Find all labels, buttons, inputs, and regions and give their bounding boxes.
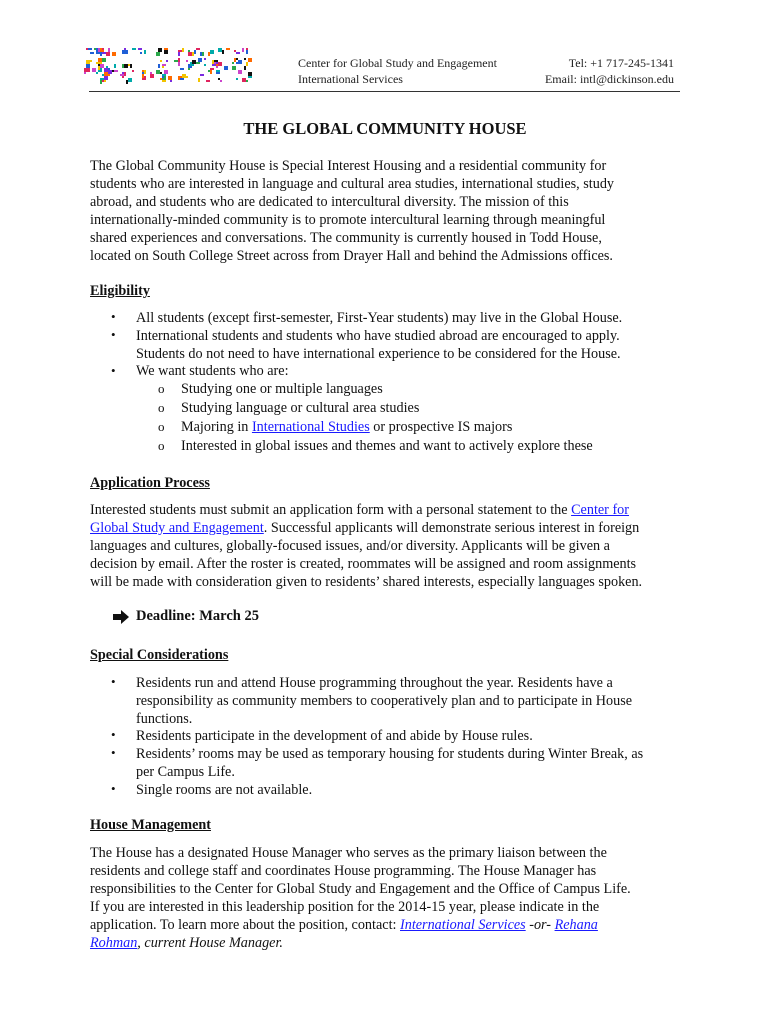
logo-pixel bbox=[234, 50, 236, 52]
logo-pixel bbox=[196, 48, 200, 50]
logo-pixel bbox=[162, 66, 164, 68]
circle-bullet-icon: o bbox=[158, 438, 165, 453]
logo-pixel bbox=[150, 74, 154, 78]
logo-pixel bbox=[150, 72, 152, 74]
logo-pixel bbox=[102, 48, 104, 50]
logo-pixel bbox=[186, 60, 188, 62]
intro-line: internationally-minded community is to promote intercultural learning through meaningful bbox=[90, 212, 606, 228]
logo-pixel bbox=[246, 52, 248, 54]
logo-pixel bbox=[106, 52, 110, 56]
logo-pixel bbox=[84, 68, 86, 72]
eligibility-subitem: Interested in global issues and themes and want to actively explore these bbox=[181, 438, 593, 454]
logo-pixel bbox=[178, 62, 180, 66]
logo-pixel bbox=[236, 52, 240, 54]
logo-pixel bbox=[244, 58, 246, 60]
logo-pixel bbox=[92, 68, 96, 72]
logo-pixel bbox=[160, 60, 162, 62]
logo-pixel bbox=[100, 80, 102, 84]
bullet-icon: • bbox=[111, 781, 116, 796]
bullet-icon: • bbox=[111, 363, 116, 378]
logo-pixel bbox=[96, 48, 98, 52]
deadline-text: Deadline: March 25 bbox=[136, 608, 259, 624]
header-email: Email: intl@dickinson.edu bbox=[544, 71, 674, 86]
logo-pixel bbox=[132, 70, 134, 72]
application-text: . Successful applicants will demonstrate serious interest in foreign bbox=[263, 520, 640, 536]
intro-paragraph bbox=[90, 157, 690, 265]
logo-pixel bbox=[246, 50, 248, 52]
management-text: , current House Manager. bbox=[137, 935, 283, 951]
application-paragraph bbox=[90, 501, 690, 591]
logo-pixel bbox=[216, 66, 218, 68]
logo-pixel bbox=[210, 50, 214, 54]
logo-pixel bbox=[174, 60, 178, 62]
logo-pixel bbox=[214, 60, 218, 62]
logo-pixel bbox=[188, 52, 192, 56]
logo-pixel bbox=[242, 78, 246, 82]
logo-pixel bbox=[182, 48, 184, 52]
logo-pixel bbox=[238, 60, 242, 64]
logo-pixel bbox=[164, 76, 166, 80]
logo-pixel bbox=[98, 58, 102, 62]
logo-pixel bbox=[96, 72, 98, 74]
logo-pixel bbox=[122, 72, 124, 74]
logo-pixel bbox=[220, 80, 222, 82]
logo-pixel bbox=[100, 52, 102, 56]
logo-pixel bbox=[102, 58, 106, 62]
logo-pixel bbox=[164, 70, 166, 74]
logo-pixel bbox=[102, 52, 106, 54]
header-divider bbox=[89, 91, 680, 92]
rehana-rohman-link-cont[interactable]: Rohman bbox=[90, 935, 138, 951]
logo-pixel bbox=[204, 58, 206, 60]
logo-pixel bbox=[210, 70, 212, 74]
application-line: will be made with consideration given to residents’ shared interests, especially languages spoken. bbox=[90, 574, 643, 590]
eligibility-item-cont: Students do not need to have international experience to be considered for the House. bbox=[136, 346, 621, 362]
logo-pixel bbox=[178, 52, 180, 56]
logo-pixel bbox=[86, 68, 90, 72]
logo-pixel bbox=[212, 60, 214, 64]
special-item-cont: per Campus Life. bbox=[136, 764, 235, 780]
eligibility-item: We want students who are: bbox=[136, 363, 289, 379]
bullet-icon: • bbox=[111, 745, 116, 760]
intro-line: The Global Community House is Special Interest Housing and a residential community for bbox=[90, 158, 607, 174]
logo-pixel bbox=[192, 60, 196, 64]
international-services-link[interactable]: International Services bbox=[400, 917, 526, 933]
logo-pixel bbox=[238, 70, 242, 74]
logo-pixel bbox=[100, 62, 102, 64]
logo-pixel bbox=[194, 50, 196, 54]
college-logo bbox=[84, 46, 254, 86]
intro-line: shared experiences and conversations. The community is currently housed in Todd House, bbox=[90, 230, 602, 246]
special-item: Residents run and attend House programming throughout the year. Residents have a bbox=[136, 675, 613, 691]
logo-pixel bbox=[156, 70, 160, 74]
logo-pixel bbox=[196, 62, 200, 64]
logo-pixel bbox=[138, 48, 142, 50]
logo-pixel bbox=[192, 52, 194, 56]
logo-pixel bbox=[236, 62, 238, 64]
logo-pixel bbox=[108, 70, 112, 74]
header-tel: Tel: +1 717-245-1341 bbox=[568, 56, 674, 70]
logo-pixel bbox=[158, 64, 160, 68]
logo-pixel bbox=[124, 50, 128, 54]
logo-pixel bbox=[244, 66, 246, 70]
logo-pixel bbox=[246, 62, 248, 66]
header-org-line1: Center for Global Study and Engagement bbox=[298, 56, 497, 70]
logo-pixel bbox=[224, 66, 228, 70]
logo-pixel bbox=[162, 80, 166, 82]
logo-pixel bbox=[100, 64, 104, 68]
logo-pixel bbox=[98, 66, 100, 70]
application-line bbox=[90, 519, 690, 537]
logo-pixel bbox=[104, 68, 108, 72]
logo-pixel bbox=[126, 80, 128, 84]
logo-pixel bbox=[218, 48, 222, 52]
intro-line: abroad, and students who are dedicated to intercultural diversity. The mission of this bbox=[90, 194, 569, 210]
logo-pixel bbox=[170, 80, 172, 82]
circle-bullet-icon: o bbox=[158, 419, 165, 434]
logo-pixel bbox=[114, 64, 116, 68]
special-item-cont: responsibility as community members to cooperatively plan and to participate in House bbox=[136, 693, 633, 709]
logo-pixel bbox=[198, 78, 200, 82]
logo-pixel bbox=[218, 62, 222, 66]
special-heading: Special Considerations bbox=[90, 647, 229, 663]
logo-pixel bbox=[242, 48, 244, 52]
logo-pixel bbox=[236, 78, 238, 80]
header-contact bbox=[545, 56, 674, 87]
international-studies-link[interactable]: International Studies bbox=[251, 419, 370, 435]
management-text: application. To learn more about the position, contact: bbox=[90, 917, 400, 933]
logo-pixel bbox=[88, 48, 92, 50]
logo-pixel bbox=[208, 52, 210, 56]
logo-pixel bbox=[140, 52, 142, 54]
logo-pixel bbox=[180, 78, 184, 80]
logo-pixel bbox=[112, 52, 116, 56]
eligibility-item: International students and students who have studied abroad are encouraged to apply. bbox=[136, 328, 620, 344]
logo-pixel bbox=[108, 68, 110, 70]
logo-pixel bbox=[130, 64, 132, 68]
management-line bbox=[90, 934, 690, 952]
logo-pixel bbox=[158, 48, 160, 52]
management-text: -or- bbox=[525, 917, 555, 933]
eligibility-subitem bbox=[181, 418, 512, 436]
logo-pixel bbox=[246, 80, 248, 82]
special-item: Residents participate in the development of and abide by House rules. bbox=[136, 728, 533, 744]
logo-pixel bbox=[100, 78, 104, 80]
logo-pixel bbox=[120, 74, 124, 76]
intro-line: located on South College Street across from Drayer Hall and behind the Admissions offices. bbox=[90, 248, 613, 264]
logo-pixel bbox=[124, 48, 126, 50]
logo-pixel bbox=[114, 70, 118, 72]
logo-pixel bbox=[160, 48, 162, 52]
application-heading: Application Process bbox=[90, 475, 210, 491]
logo-pixel bbox=[200, 52, 202, 56]
logo-pixel bbox=[86, 64, 90, 68]
logo-pixel bbox=[232, 62, 234, 64]
logo-pixel bbox=[178, 58, 180, 62]
logo-pixel bbox=[248, 58, 252, 62]
logo-pixel bbox=[216, 72, 220, 74]
management-paragraph bbox=[90, 844, 690, 952]
logo-pixel bbox=[188, 50, 190, 52]
eligibility-subitem: Studying language or cultural area studies bbox=[181, 400, 420, 416]
bullet-icon: • bbox=[111, 327, 116, 342]
subitem-text: Majoring in bbox=[181, 419, 252, 435]
special-item: Residents’ rooms may be used as temporary housing for students during Winter Break, as bbox=[136, 746, 644, 762]
logo-pixel bbox=[162, 74, 166, 76]
bullet-icon: • bbox=[111, 727, 116, 742]
logo-pixel bbox=[122, 50, 124, 54]
logo-pixel bbox=[180, 68, 184, 70]
intro-line: students who are interested in language and cultural area studies, international studies, study bbox=[90, 176, 615, 192]
arrow-right-icon bbox=[112, 609, 130, 625]
logo-pixel bbox=[124, 64, 128, 68]
logo-pixel bbox=[208, 70, 210, 72]
logo-pixel bbox=[236, 58, 238, 60]
logo-pixel bbox=[122, 76, 124, 78]
logo-pixel bbox=[90, 52, 94, 54]
logo-pixel bbox=[106, 66, 108, 68]
logo-pixel bbox=[222, 50, 224, 54]
header-org bbox=[298, 56, 497, 87]
management-line: If you are interested in this leadership position for the 2014-15 year, please indicate in the bbox=[90, 899, 600, 915]
eligibility-item: All students (except first-semester, First-Year students) may live in the Global House. bbox=[136, 310, 623, 326]
logo-pixel bbox=[232, 66, 236, 70]
logo-pixel bbox=[218, 78, 220, 80]
cgse-link-cont[interactable]: Global Study and Engagement bbox=[90, 520, 264, 536]
logo-pixel bbox=[96, 62, 100, 64]
special-item: Single rooms are not available. bbox=[136, 782, 313, 798]
logo-pixel bbox=[86, 60, 90, 64]
logo-pixel bbox=[188, 68, 190, 70]
logo-pixel bbox=[178, 50, 182, 52]
application-line bbox=[90, 501, 690, 519]
special-item-cont: functions. bbox=[136, 711, 193, 727]
logo-pixel bbox=[84, 72, 86, 74]
management-line: The House has a designated House Manager who serves as the primary liaison between the bbox=[90, 845, 607, 861]
logo-pixel bbox=[142, 74, 144, 78]
logo-pixel bbox=[166, 60, 168, 62]
management-line bbox=[90, 916, 690, 934]
logo-pixel bbox=[102, 74, 104, 76]
logo-pixel bbox=[206, 80, 210, 82]
logo-pixel bbox=[198, 58, 202, 62]
logo-pixel bbox=[90, 60, 92, 62]
eligibility-subitem: Studying one or multiple languages bbox=[181, 381, 383, 397]
cgse-link[interactable]: Center for bbox=[571, 502, 630, 518]
logo-pixel bbox=[132, 48, 136, 50]
eligibility-heading: Eligibility bbox=[90, 283, 150, 299]
logo-pixel bbox=[156, 52, 160, 56]
bullet-icon: • bbox=[111, 309, 116, 324]
application-text: Interested students must submit an application form with a personal statement to the bbox=[90, 502, 572, 518]
logo-pixel bbox=[210, 68, 214, 70]
logo-pixel bbox=[168, 76, 172, 80]
header-org-line2: International Services bbox=[298, 71, 403, 86]
logo-pixel bbox=[164, 50, 168, 54]
circle-bullet-icon: o bbox=[158, 381, 165, 396]
logo-pixel bbox=[144, 50, 146, 54]
bullet-icon: • bbox=[111, 674, 116, 689]
logo-pixel bbox=[204, 64, 206, 66]
logo-pixel bbox=[226, 48, 230, 50]
logo-pixel bbox=[160, 72, 162, 74]
application-line: decision by email. After the roster is created, roommates will be assigned and room assignments bbox=[90, 556, 637, 572]
logo-pixel bbox=[200, 74, 204, 76]
logo-pixel bbox=[108, 48, 110, 52]
logo-pixel bbox=[182, 74, 186, 78]
page-title: THE GLOBAL COMMUNITY HOUSE bbox=[243, 119, 527, 138]
logo-pixel bbox=[124, 72, 126, 76]
management-line: residents and college staff and coordinates House programming. The House Manager has bbox=[90, 863, 597, 879]
circle-bullet-icon: o bbox=[158, 400, 165, 415]
rehana-rohman-link[interactable]: Rehana bbox=[554, 917, 598, 933]
logo-pixel bbox=[144, 70, 146, 74]
application-line: languages and cultures, globally-focused issues, and/or diversity. Applicants will be given a bbox=[90, 538, 610, 554]
subitem-text: or prospective IS majors bbox=[369, 419, 513, 435]
management-heading: House Management bbox=[90, 817, 211, 833]
management-line: responsibilities to the Center for Global Study and Engagement and the Office of Campus Life. bbox=[90, 881, 631, 897]
logo-pixel bbox=[248, 72, 252, 76]
logo-pixel bbox=[128, 78, 132, 82]
logo-pixel bbox=[234, 58, 236, 62]
logo-pixel bbox=[104, 76, 108, 80]
logo-pixel bbox=[162, 64, 166, 66]
